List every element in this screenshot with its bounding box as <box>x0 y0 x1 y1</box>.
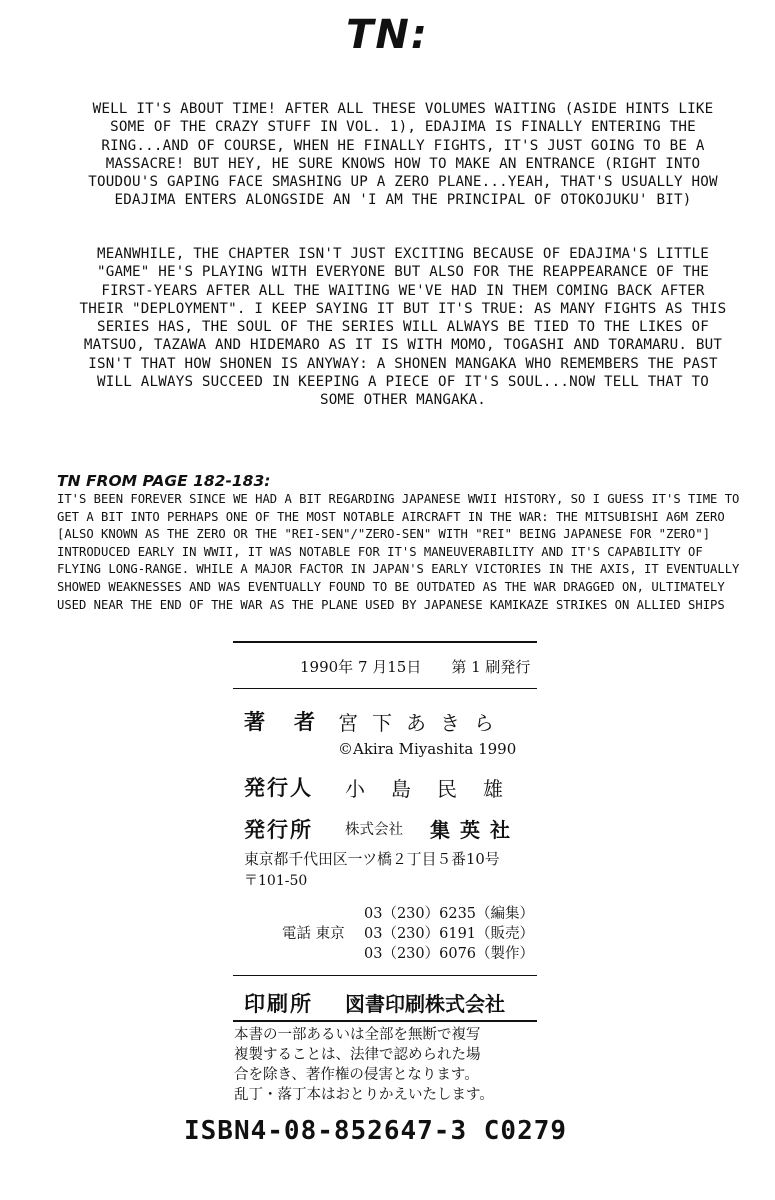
tn-paragraph-2: MEANWHILE, THE CHAPTER ISN'T JUST EXCITING BECAUSE OF EDAJIMA'S LITTLE "GAME" HE'S PLAYING WITH EVERYONE BUT ALSO FOR THE REAPPEARANCE OF THE FIRST-YEARS AFTER ALL THE WAITING WE'VE HAD IN THEM COMING BACK AFTER THEIR "DEPLOYMENT". I KEEP SAYING IT BUT IT'S TRUE: AS MANY FIGHTS AS THIS SERIES HAS, THE SOUL OF THE SERIES WILL ALWAYS BE TIED TO THE LIKES OF MATSUO, TAZAWA AND HIDEMARO AS IT IS WITH MOMO, TOGASHI AND TORAMARU. BUT ISN'T THAT HOW SHONEN IS ANYWAY: A SHONEN MANGAKA WHO REMEMBERS THE PAST WILL ALWAYS SUCCEED IN KEEPING A PIECE OF IT'S SOUL...NOW TELL THAT TO SOME OTHER MANGAKA. <box>79 246 727 409</box>
phone-production: 03（230）6076（製作） <box>364 946 535 962</box>
tn-paragraph-1: WELL IT'S ABOUT TIME! AFTER ALL THESE VOLUMES WAITING (ASIDE HINTS LIKE SOME OF THE CRAZY STUFF IN VOL. 1), EDAJIMA IS FINALLY ENTERING THE RING...AND OF COURSE, WHEN HE FINALLY FIGHTS, IT'S JUST GOING TO BE A MASSACRE! BUT HEY, HE SURE KNOWS HOW TO MAKE AN ENTRANCE (RIGHT INTO TOUDOU'S GAPING FACE SMASHING UP A ZERO PLANE...YEAH, THAT'S USUALLY HOW EDAJIMA ENTERS ALONGSIDE AN 'I AM THE PRINCIPAL OF OTOKOJUKU' BIT) <box>88 101 718 209</box>
author-name: 宮下あきら <box>338 711 508 735</box>
publisher-label: 発行所 <box>244 817 313 842</box>
phone-editorial: 03（230）6235（編集） <box>364 906 535 922</box>
copyright-notice <box>234 1025 534 1105</box>
divider-printer <box>233 975 537 976</box>
notice-line: 本書の一部あるいは全部を無断で複写 <box>234 1027 481 1043</box>
publisher-person-label: 発行人 <box>244 775 313 800</box>
page-title: TN: <box>346 12 429 58</box>
divider-notice <box>233 1020 537 1022</box>
tn-page-body: IT'S BEEN FOREVER SINCE WE HAD A BIT REGARDING JAPANESE WWII HISTORY, SO I GUESS IT'S TIME TO GET A BIT INTO PERHAPS ONE OF THE MOST NOTABLE AIRCRAFT IN THE WAR: THE MITSUBISHI A6M ZERO [ALSO KNOWN AS THE ZERO OR THE "REI-SEN"/"ZERO-SEN" WITH "REI" BEING JAPANESE FOR "ZERO"] INTRODUCED EARLY IN WWII, IT WAS NOTABLE FOR IT'S MANEUVERABILITY AND IT'S CAPABILITY OF FLYING LONG-RANGE. WHILE A MAJOR FACTOR IN JAPAN'S EARLY VICTORIES IN THE AXIS, IT EVENTUALLY SHOWED WEAKNESSES AND WAS EVENTUALLY FOUND TO BE OUTDATED AS THE WAR DRAGGED ON, ULTIMATELY USED NEAR THE END OF THE WAR AS THE PLANE USED BY JAPANESE KAMIKAZE STRIKES ON ALLIED SHIPS <box>57 492 740 612</box>
edition-line: 1990年 7 月15日 第 1 刷発行 <box>300 658 531 676</box>
postal-code: 〒101-50 <box>244 873 308 889</box>
copyright-line: ©Akira Miyashita 1990 <box>338 740 517 758</box>
publisher-name: 集英社 <box>430 818 520 842</box>
phone-label: 電話 東京 <box>282 926 345 942</box>
printer-label: 印刷所 <box>244 991 313 1016</box>
divider-edition <box>233 688 537 689</box>
phone-sales: 03（230）6191（販売） <box>364 926 535 942</box>
notice-line: 合を除き、著作権の侵害となります。 <box>234 1067 479 1083</box>
divider-top <box>233 641 537 643</box>
isbn-code: ISBN4-08-852647-3 C0279 <box>184 1116 568 1146</box>
publisher-person: 小島民雄 <box>345 777 529 801</box>
tn-page-heading: TN FROM PAGE 182-183: <box>57 472 271 490</box>
printer-name: 図書印刷株式会社 <box>345 992 505 1016</box>
author-label: 著 者 <box>244 709 319 734</box>
address: 東京都千代田区一ツ橋２丁目５番10号 <box>244 851 500 868</box>
publisher-type: 株式会社 <box>345 822 403 838</box>
notice-line: 乱丁・落丁本はおとりかえいたします。 <box>234 1087 494 1103</box>
notice-line: 複製することは、法律で認められた場 <box>234 1047 481 1063</box>
